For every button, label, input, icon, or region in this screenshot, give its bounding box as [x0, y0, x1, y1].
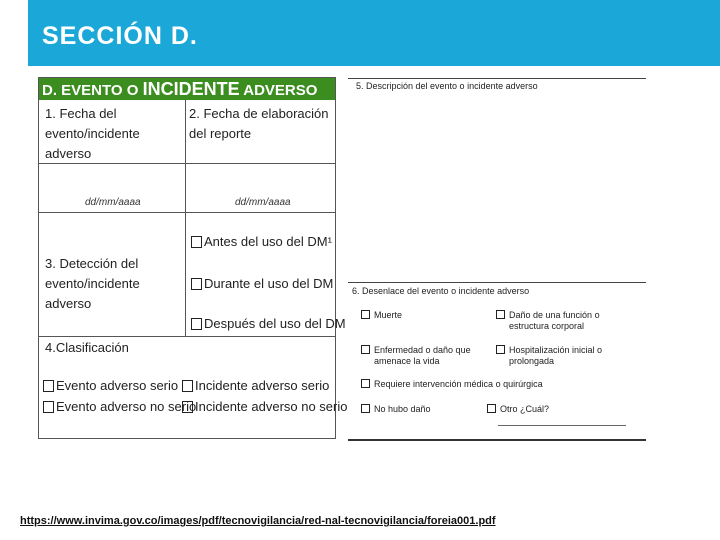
outcome-option: Muerte [374, 310, 403, 320]
outcome-option: Enfermedad o daño que amenace la vida [374, 345, 471, 366]
classification-option[interactable]: Evento adverso no serio [43, 399, 196, 414]
source-link[interactable]: https://www.invima.gov.co/images/pdf/tecnovigilancia/red-nal-tecnovigilancia/foreia001.pdf [20, 515, 496, 527]
page-title: SECCIÓN D. [42, 22, 198, 50]
detection-option[interactable]: Durante el uso del DM [191, 276, 333, 291]
checkbox-icon[interactable] [361, 379, 370, 388]
checkbox-icon[interactable] [496, 310, 505, 319]
checkbox-icon[interactable] [191, 278, 202, 290]
detection-option[interactable]: Antes del uso del DM¹ [191, 234, 332, 249]
bottom-rule [348, 439, 646, 441]
divider-vertical [185, 100, 186, 336]
header-left-block [0, 0, 28, 66]
checkbox-icon[interactable] [43, 380, 54, 392]
field-report-date-label: 2. Fecha de elaboración del reporte [189, 106, 329, 141]
other-answer-line[interactable] [498, 425, 626, 426]
checkbox-icon[interactable] [361, 310, 370, 319]
checkbox-icon[interactable] [43, 401, 54, 413]
outcome-option: Daño de una función o estructura corporal [509, 310, 600, 331]
outcome-form [348, 77, 646, 441]
checkbox-icon[interactable] [487, 404, 496, 413]
date-format-hint: dd/mm/aaaa [235, 197, 291, 208]
classification-option[interactable]: Incidente adverso no serio [182, 399, 347, 414]
field-event-date-label: 1. Fecha del evento/incidente adverso [45, 106, 140, 161]
field-detection-label: 3. Detección del evento/incidente adverso [45, 256, 140, 311]
date-format-hint: dd/mm/aaaa [85, 197, 141, 208]
checkbox-icon[interactable] [191, 318, 202, 330]
title-big: INCIDENTE [142, 79, 240, 99]
top-rule [348, 78, 646, 79]
classification-option[interactable]: Incidente adverso serio [182, 378, 329, 393]
checkbox-icon[interactable] [496, 345, 505, 354]
field-classification-label: 4.Clasificación [45, 340, 129, 355]
form-section-title [39, 78, 335, 100]
checkbox-icon[interactable] [182, 380, 193, 392]
title-suffix: ADVERSO [243, 82, 318, 99]
outcome-option: No hubo daño [374, 404, 431, 414]
checkbox-icon[interactable] [191, 236, 202, 248]
divider-row [39, 336, 335, 337]
checkbox-icon[interactable] [361, 404, 370, 413]
section-rule [348, 282, 646, 283]
field-outcome-label: 6. Desenlace del evento o incidente adverso [352, 286, 530, 296]
outcome-option: Requiere intervención médica o quirúrgica [374, 379, 543, 389]
section-header [0, 0, 720, 66]
title-prefix: D. EVENTO O [42, 82, 139, 99]
divider-row [39, 212, 335, 213]
outcome-option: Hospitalización inicial o prolongada [509, 345, 603, 366]
event-form-table [38, 77, 348, 439]
checkbox-icon[interactable] [182, 401, 193, 413]
outcome-option: Otro ¿Cuál? [500, 404, 550, 414]
field-description-label: 5. Descripción del evento o incidente adverso [356, 81, 538, 91]
detection-option[interactable]: Después del uso del DM [191, 316, 346, 331]
classification-option[interactable]: Evento adverso serio [43, 378, 178, 393]
checkbox-icon[interactable] [361, 345, 370, 354]
